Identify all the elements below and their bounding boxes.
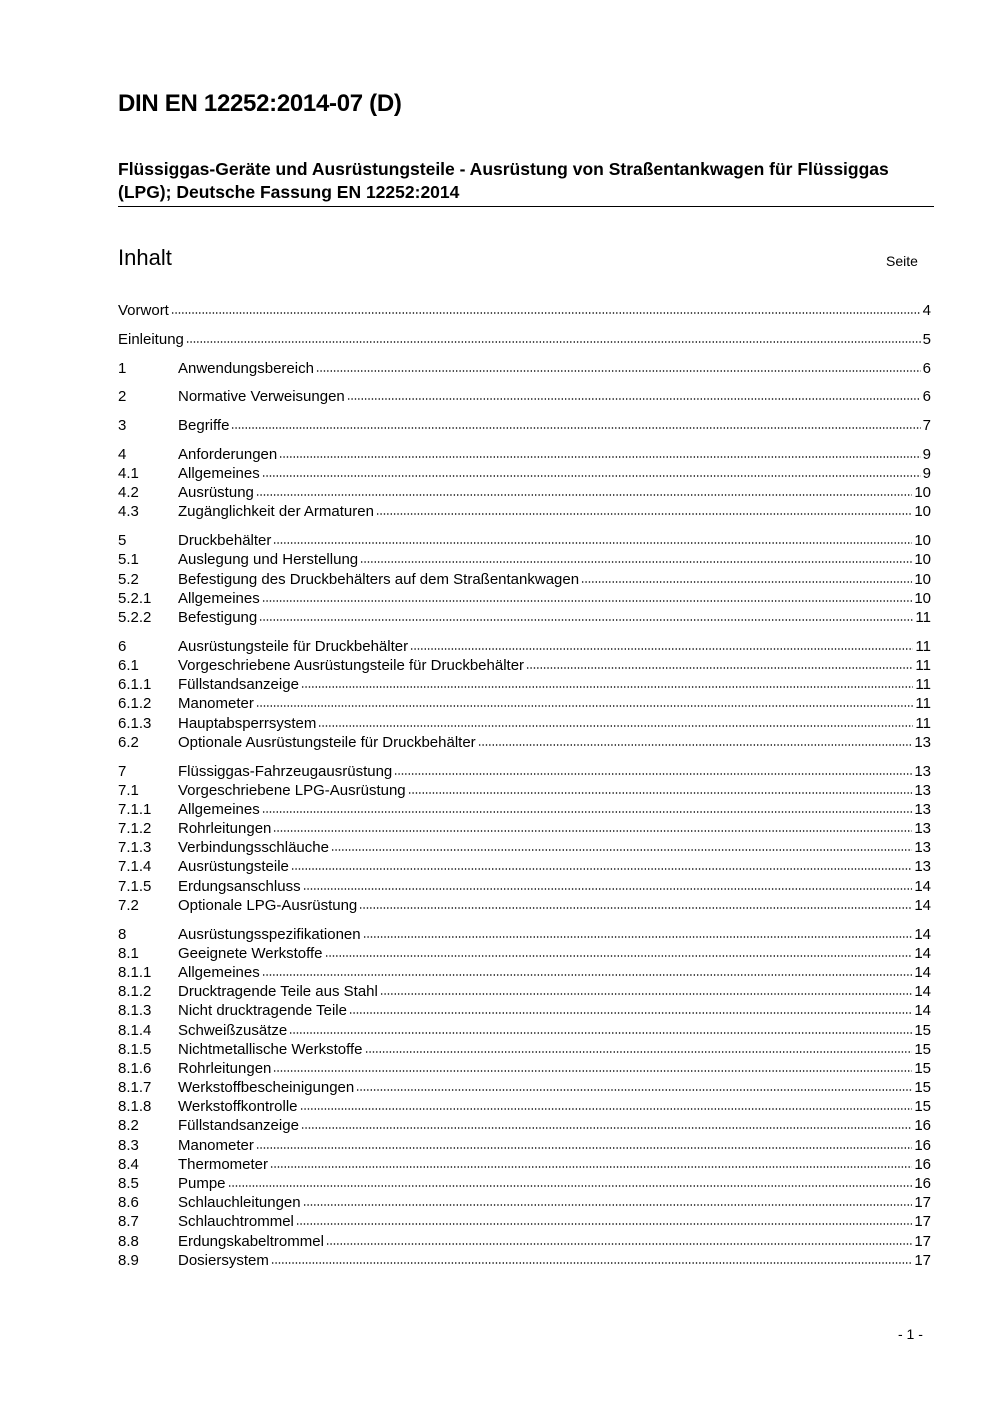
toc-entry-title: Befestigung [178,609,258,626]
toc-entry-number: 8.2 [118,1117,139,1135]
toc-dot-leader [256,1146,912,1150]
toc-dot-leader [301,685,914,689]
toc-entry[interactable] [118,800,931,819]
toc-entry-page: 10 [914,551,931,569]
toc-entry-number: 6 [118,637,127,655]
toc-entry-title: Vorwort [118,302,169,319]
toc-entry-page: 10 [914,570,931,588]
toc-entry-page: 13 [914,762,931,780]
toc-entry-title: Werkstoffbescheinigungen [178,1079,355,1097]
toc-entry-title: Rohrleitungen [178,820,272,838]
document-id: DIN EN 12252:2014-07 (D) [118,90,402,117]
toc-dot-leader [291,867,912,871]
toc-dot-leader [256,704,914,708]
toc-entry-number: 4 [118,445,127,463]
toc-entry-title: Normative Verweisungen [178,388,345,406]
toc-entry[interactable] [118,1040,931,1059]
toc-entry-page: 16 [914,1136,931,1154]
toc-entry[interactable] [118,877,931,896]
toc-entry-title: Vorgeschriebene LPG-Ausrüstung [178,781,406,799]
toc-entry-number: 8.1.1 [118,963,152,981]
toc-entry[interactable] [118,359,931,378]
toc-dot-leader [300,1107,913,1111]
toc-entry-title: Erdungskabeltrommel [178,1232,324,1250]
toc-dot-leader [279,455,920,459]
toc-entry[interactable] [118,1193,931,1212]
toc-entry-page: 14 [914,963,931,981]
toc-dot-leader [186,340,921,344]
toc-entry-title: Zugänglichkeit der Armaturen [178,503,374,521]
toc-entry-title: Ausrüstungsteile [178,858,289,876]
toc-entry-title: Schlauchleitungen [178,1194,301,1212]
toc-dot-leader [262,474,921,478]
toc-dot-leader [256,493,912,497]
toc-dot-leader [296,1222,912,1226]
toc-entry-title: Schweißzusätze [178,1021,288,1039]
toc-entry-title: Einleitung [118,330,184,348]
toc-entry-title: Nicht drucktragende Teile [178,1002,347,1020]
toc-entry-title: Auslegung und Herstellung [178,551,359,569]
toc-dot-leader [363,935,913,939]
toc-heading: Inhalt [118,245,172,270]
toc-entry[interactable] [118,483,931,502]
toc-entry-title: Druckbehälter [178,532,272,550]
toc-dot-leader [356,1088,912,1092]
toc-entry-page: 11 [915,656,931,674]
toc-entry-number: 2 [118,388,127,406]
toc-entry-number: 6.1 [118,656,139,674]
toc-entry[interactable] [118,589,931,608]
toc-entry-page: 6 [922,359,931,377]
toc-entry[interactable] [118,445,931,464]
toc-dot-leader [410,647,913,651]
page-number-footer: - 1 - [898,1326,923,1342]
toc-entry-number: 8.1.7 [118,1079,152,1097]
toc-entry-title: Rohrleitungen [178,1059,272,1077]
toc-entry[interactable] [118,1232,931,1251]
toc-entry-page: 9 [922,445,931,463]
toc-entry[interactable] [118,416,931,435]
toc-dot-leader [289,1031,912,1035]
toc-dot-leader [347,397,921,401]
toc-entry-title: Erdungsanschluss [178,877,301,895]
toc-entry[interactable] [118,502,931,521]
toc-entry[interactable] [118,1001,931,1020]
toc-entry-number: 7.1.3 [118,839,152,857]
toc-entry-page: 7 [922,417,931,435]
toc-entry-page: 15 [914,1021,931,1039]
toc-entry-number: 7.1 [118,781,139,799]
toc-dot-leader [581,580,912,584]
toc-entry[interactable] [118,387,931,406]
toc-dot-leader [171,311,921,315]
toc-dot-leader [360,560,912,564]
toc-entry-page: 9 [922,465,931,483]
toc-entry[interactable] [118,637,931,656]
table-of-contents [118,301,931,1270]
toc-entry-title: Hauptabsperrsystem [178,714,317,732]
toc-entry-title: Allgemeines [178,963,260,981]
toc-entry[interactable] [118,675,931,694]
toc-entry-page: 15 [914,1079,931,1097]
toc-entry[interactable] [118,781,931,800]
toc-entry[interactable] [118,963,931,982]
toc-entry-page: 10 [914,589,931,607]
toc-entry-title: Optionale Ausrüstungsteile für Druckbehälter [178,733,476,751]
toc-entry-page: 11 [915,676,931,694]
toc-entry-page: 16 [914,1155,931,1173]
toc-entry-title: Ausrüstungsteile für Druckbehälter [178,637,409,655]
toc-entry[interactable] [118,1251,931,1270]
toc-entry-number: 7.1.1 [118,800,152,818]
toc-entry[interactable] [118,762,931,781]
toc-dot-leader [380,992,912,996]
toc-entry-number: 4.1 [118,465,139,483]
toc-entry[interactable] [118,714,931,733]
toc-entry-title: Allgemeines [178,589,260,607]
toc-entry[interactable] [118,301,931,320]
toc-entry-page: 15 [914,1098,931,1116]
toc-entry-page: 14 [914,1002,931,1020]
toc-dot-leader [303,887,913,891]
toc-entry[interactable] [118,1097,931,1116]
toc-entry[interactable] [118,1116,931,1135]
toc-entry-number: 1 [118,359,127,377]
toc-entry-page: 16 [914,1175,931,1193]
toc-entry-page: 15 [914,1040,931,1058]
toc-dot-leader [408,791,913,795]
toc-entry[interactable] [118,819,931,838]
toc-entry[interactable] [118,896,931,915]
toc-entry-number: 8.6 [118,1194,139,1212]
toc-entry-number: 8 [118,925,127,943]
toc-entry-title: Thermometer [178,1155,269,1173]
toc-dot-leader [259,618,913,622]
toc-entry[interactable] [118,550,931,569]
toc-entry-number: 7.2 [118,896,139,914]
toc-entry-number: 8.5 [118,1175,139,1193]
toc-entry-page: 11 [915,714,931,732]
toc-entry-title: Füllstandsanzeige [178,1117,299,1135]
toc-entry[interactable] [118,733,931,752]
toc-entry-number: 5.1 [118,551,139,569]
toc-entry-page: 14 [914,983,931,1001]
toc-entry-number: 5 [118,532,127,550]
toc-entry-title: Befestigung des Druckbehälters auf dem Straßentankwagen [178,570,580,588]
toc-entry-number: 6.1.2 [118,695,152,713]
toc-entry-title: Vorgeschriebene Ausrüstungsteile für Druckbehälter [178,656,525,674]
toc-entry[interactable] [118,944,931,963]
toc-entry-number: 8.7 [118,1213,139,1231]
toc-dot-leader [365,1050,913,1054]
toc-entry-title: Anwendungsbereich [178,359,314,377]
toc-entry-title: Drucktragende Teile aus Stahl [178,983,378,1001]
toc-section-group [118,416,931,435]
toc-dot-leader [526,666,913,670]
toc-entry-page: 13 [914,733,931,751]
toc-dot-leader [326,1242,912,1246]
toc-entry-number: 8.8 [118,1232,139,1250]
toc-section-group [118,637,931,752]
toc-entry-page: 14 [914,896,931,914]
toc-entry-number: 8.1.2 [118,983,152,1001]
toc-entry-page: 13 [914,839,931,857]
toc-dot-leader [325,954,913,958]
toc-entry-page: 17 [914,1232,931,1250]
toc-entry-title: Geeignete Werkstoffe [178,944,323,962]
toc-entry-page: 10 [914,484,931,502]
toc-dot-leader [262,973,913,977]
toc-entry[interactable] [118,838,931,857]
toc-dot-leader [231,426,920,430]
toc-section-group [118,445,931,522]
toc-dot-leader [273,1069,912,1073]
toc-dot-leader [270,1165,912,1169]
toc-entry[interactable] [118,464,931,483]
toc-section-group [118,531,931,627]
toc-entry-title: Füllstandsanzeige [178,676,299,694]
toc-entry-title: Ausrüstungsspezifikationen [178,925,361,943]
toc-page-column-label: Seite [886,253,918,269]
toc-entry-number: 5.2.2 [118,609,152,626]
toc-section-group [118,762,931,916]
toc-entry-number: 7 [118,762,127,780]
toc-dot-leader [394,772,912,776]
toc-entry[interactable] [118,1155,931,1174]
toc-entry[interactable] [118,694,931,713]
toc-entry[interactable] [118,1136,931,1155]
toc-entry-page: 14 [914,944,931,962]
toc-entry[interactable] [118,925,931,944]
toc-dot-leader [359,906,912,910]
toc-entry-number: 4.3 [118,503,139,521]
toc-dot-leader [228,1184,913,1188]
toc-entry-page: 14 [914,925,931,943]
toc-entry-page: 11 [915,609,931,626]
document-title: Flüssiggas-Geräte und Ausrüstungsteile - Ausrüstung von Straßentankwagen für Flüssiggas (LPG); Deutsche Fassung EN 12252:2014 [118,158,934,207]
toc-entry-title: Begriffe [178,417,230,435]
toc-dot-leader [316,369,921,373]
toc-entry[interactable] [118,656,931,675]
toc-entry-page: 13 [914,858,931,876]
toc-entry-page: 17 [914,1194,931,1212]
toc-entry-page: 14 [914,877,931,895]
toc-entry-page: 10 [914,532,931,550]
toc-dot-leader [273,829,912,833]
toc-entry-title: Flüssiggas-Fahrzeugausrüstung [178,762,393,780]
toc-entry-title: Nichtmetallische Werkstoffe [178,1040,363,1058]
toc-entry-page: 13 [914,800,931,818]
toc-entry-number: 8.1.4 [118,1021,152,1039]
toc-entry-page: 15 [914,1059,931,1077]
toc-entry-page: 13 [914,781,931,799]
toc-entry-number: 6.2 [118,733,139,751]
toc-entry-number: 6.1.3 [118,714,152,732]
toc-entry-page: 13 [914,820,931,838]
toc-dot-leader [273,541,912,545]
toc-entry-title: Dosiersystem [178,1251,269,1269]
toc-entry-title: Ausrüstung [178,484,254,502]
toc-entry[interactable] [118,608,931,627]
toc-entry[interactable] [118,982,931,1001]
toc-entry-title: Manometer [178,695,254,713]
toc-entry[interactable] [118,330,931,349]
toc-entry-page: 11 [915,695,931,713]
toc-dot-leader [349,1011,912,1015]
toc-entry-title: Pumpe [178,1175,226,1193]
toc-entry-number: 4.2 [118,484,139,502]
toc-entry-page: 5 [922,330,931,348]
toc-entry-page: 17 [914,1213,931,1231]
toc-dot-leader [303,1203,913,1207]
toc-entry-page: 16 [914,1117,931,1135]
toc-dot-leader [271,1261,912,1265]
toc-section-group [118,387,931,406]
toc-entry-title: Verbindungsschläuche [178,839,329,857]
toc-section-group [118,330,931,349]
toc-entry-title: Schlauchtrommel [178,1213,294,1231]
toc-dot-leader [318,724,913,728]
toc-entry-number: 8.3 [118,1136,139,1154]
toc-entry[interactable] [118,570,931,589]
toc-entry-page: 4 [922,302,931,319]
toc-entry[interactable] [118,1021,931,1040]
toc-dot-leader [478,743,913,747]
toc-entry-number: 8.4 [118,1155,139,1173]
toc-entry-title: Optionale LPG-Ausrüstung [178,896,358,914]
toc-section-group [118,925,931,1270]
toc-dot-leader [331,848,912,852]
toc-dot-leader [262,810,913,814]
toc-entry-title: Allgemeines [178,465,260,483]
toc-section-group [118,359,931,378]
toc-entry-number: 8.1.3 [118,1002,152,1020]
toc-entry[interactable] [118,1078,931,1097]
toc-entry-number: 7.1.5 [118,877,152,895]
toc-entry-title: Manometer [178,1136,254,1154]
toc-entry-page: 10 [914,503,931,521]
toc-dot-leader [262,599,913,603]
toc-entry-title: Werkstoffkontrolle [178,1098,298,1116]
toc-entry-number: 8.1.5 [118,1040,152,1058]
toc-entry-number: 5.2.1 [118,589,152,607]
toc-entry-number: 5.2 [118,570,139,588]
toc-entry-number: 6.1.1 [118,676,152,694]
toc-entry-number: 8.1.6 [118,1059,152,1077]
toc-entry-number: 7.1.2 [118,820,152,838]
toc-entry[interactable] [118,1174,931,1193]
toc-entry-title: Allgemeines [178,800,260,818]
toc-entry-title: Anforderungen [178,445,278,463]
toc-entry-page: 6 [922,388,931,406]
toc-entry[interactable] [118,1212,931,1231]
toc-entry[interactable] [118,531,931,550]
toc-section-group [118,301,931,320]
toc-entry-number: 8.9 [118,1251,139,1269]
toc-entry[interactable] [118,857,931,876]
toc-entry-number: 8.1 [118,944,139,962]
toc-dot-leader [376,512,912,516]
toc-dot-leader [301,1126,912,1130]
toc-entry-number: 8.1.8 [118,1098,152,1116]
toc-entry[interactable] [118,1059,931,1078]
toc-entry-number: 7.1.4 [118,858,152,876]
toc-entry-page: 17 [914,1251,931,1269]
toc-entry-page: 11 [915,637,931,655]
toc-entry-number: 3 [118,417,127,435]
